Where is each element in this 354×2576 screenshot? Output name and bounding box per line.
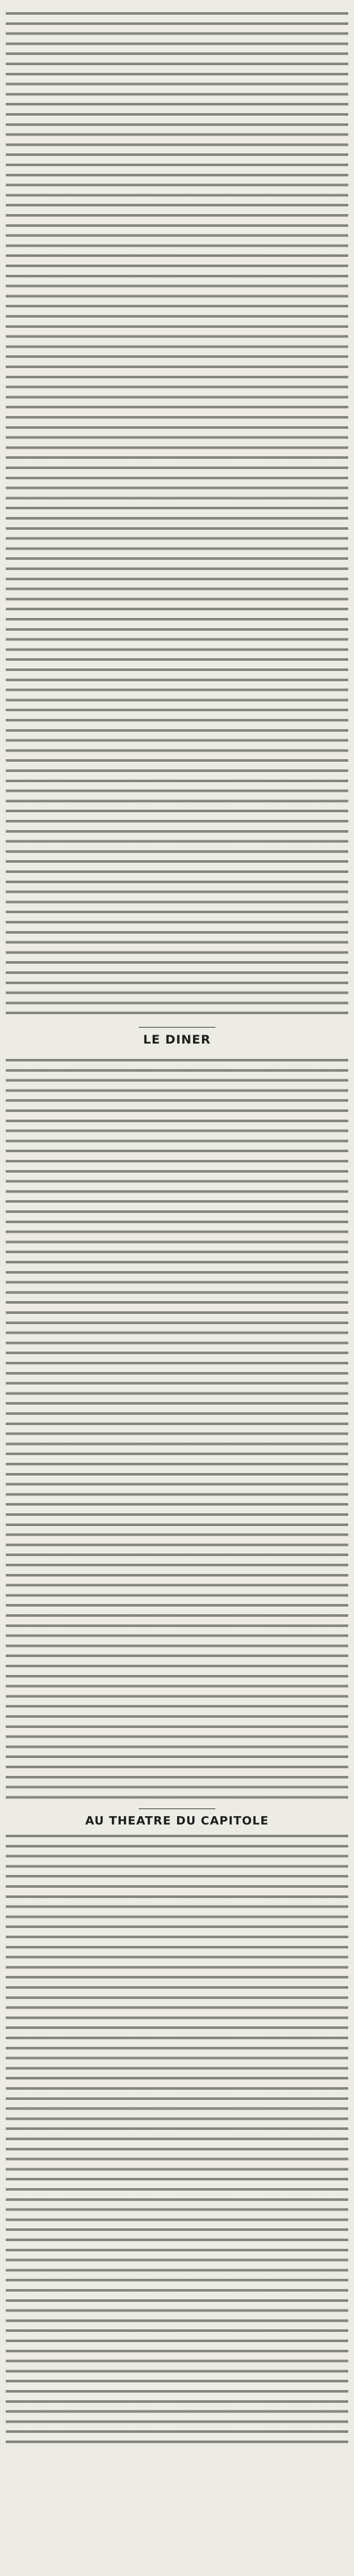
article-column	[6, 0, 348, 2446]
article-body-part-3	[6, 1829, 348, 2446]
section-divider	[139, 1027, 215, 1028]
section-heading-diner: LE DINER	[142, 1033, 212, 1047]
article-body-part-2	[6, 1053, 348, 1801]
section-heading-theatre: AU THEATRE DU CAPITOLE	[85, 1814, 269, 1828]
article-body-part-1	[6, 6, 348, 1019]
